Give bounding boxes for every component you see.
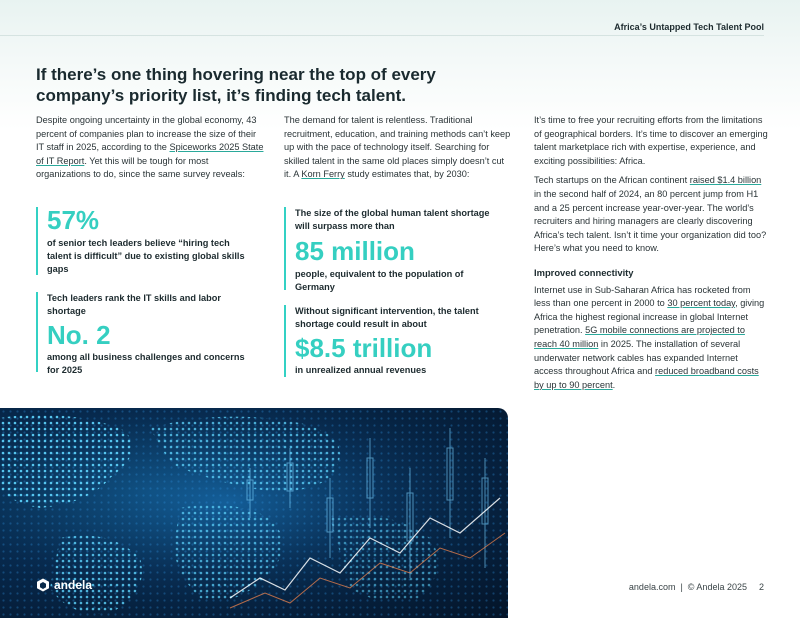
page-headline: If there’s one thing hovering near the top of every company’s priority list, it’s finding tech talent. <box>36 65 436 105</box>
column-3 <box>534 114 768 398</box>
stat-caption: people, equivalent to the population of Germany <box>295 269 464 292</box>
column-1 <box>36 114 264 188</box>
stat-accent-bar <box>284 305 286 377</box>
footer-copyright: © Andela 2025 <box>687 582 747 592</box>
stat-accent-bar <box>36 292 38 372</box>
logo-text: andela <box>54 578 93 592</box>
stat-talent-shortage <box>284 207 504 290</box>
connectivity-paragraph: Internet use in Sub-Saharan Africa has rocketed from less than one percent in 2000 to 30 percent today, giving Africa the highest regional increase in global Internet penetration. 5G mobile connections are projected to reach 40 million in 2025. The installation of several underwater network cables has expanded Internet access throughout Africa and reduced broadband costs by up to 90 percent. <box>534 284 765 390</box>
stat-value: 85 million <box>295 236 415 266</box>
stat-value: 57% <box>47 205 100 235</box>
stat-value: $8.5 trillion <box>295 333 433 363</box>
stat-accent-bar <box>36 207 38 275</box>
column-2 <box>284 114 512 188</box>
stat-unrealized-revenue <box>284 305 504 377</box>
stat-accent-bar <box>284 207 286 290</box>
intro-paragraph: Despite ongoing uncertainty in the global economy, 43 percent of companies plan to increase the size of their IT staff in 2025, according to the Spiceworks 2025 State of IT Report. Yet this will be tough for most organizations to do, since the same survey reveals: <box>36 115 264 180</box>
stat-caption: among all business challenges and concerns for 2025 <box>47 352 245 375</box>
thirty-percent-link[interactable]: 30 percent today <box>667 298 736 309</box>
broadband-costs-link[interactable]: reduced broadband costs by up to 90 percent <box>534 366 759 390</box>
footer-separator: | <box>680 582 683 592</box>
spiceworks-report-link[interactable]: Spiceworks 2025 State of IT Report <box>36 142 264 166</box>
andela-logo <box>36 578 92 592</box>
stat-value: No. 2 <box>47 320 111 350</box>
raised-billion-link[interactable]: raised $1.4 billion <box>689 175 762 186</box>
stat-senior-leaders <box>36 207 256 275</box>
stat-intro: The size of the global human talent shortage will surpass more than <box>295 208 490 231</box>
stat-intro: Tech leaders rank the IT skills and labor shortage <box>47 293 221 316</box>
stat-skills-shortage-rank <box>36 292 256 375</box>
5g-connections-link[interactable]: 5G mobile connections are projected to reach 40 million <box>534 325 745 349</box>
page-footer <box>629 582 764 592</box>
stat-caption: of senior tech leaders believe “hiring tech talent is difficult” due to existing global skills gaps <box>47 238 245 274</box>
header-title: Africa’s Untapped Tech Talent Pool <box>614 22 764 32</box>
page-number: 2 <box>758 582 764 592</box>
startups-paragraph: Tech startups on the African continent raised $1.4 billion in the second half of 2024, an 80 percent jump from H1 and a 25 percent increase year-over-year. The world’s recruiters and hiring managers are clearly discovering Africa’s tech talent. Isn’t it time your organization did too? Here’s what you need to know. <box>534 175 767 254</box>
footer-site: andela.com <box>628 582 676 592</box>
demand-paragraph: The demand for talent is relentless. Traditional recruitment, education, and training methods can’t keep up with the pace of technology itself. Searching for skilled talent in the same old places simply doesn’t cut it. A Korn Ferry study estimates that, by 2030: <box>284 115 511 180</box>
stat-intro: Without significant intervention, the talent shortage could result in about <box>295 306 479 329</box>
andela-logo-icon <box>36 578 50 592</box>
header-divider <box>0 35 764 36</box>
stat-caption: in unrealized annual revenues <box>295 365 427 375</box>
korn-ferry-link[interactable]: Korn Ferry <box>301 169 345 180</box>
geography-paragraph: It’s time to free your recruiting efforts from the limitations of geographical borders. It’s time to discover an emerging talent marketplace rich with expertise, experience, and exciting possibilities: Africa. <box>534 115 768 166</box>
section-heading-connectivity: Improved connectivity <box>534 266 634 278</box>
